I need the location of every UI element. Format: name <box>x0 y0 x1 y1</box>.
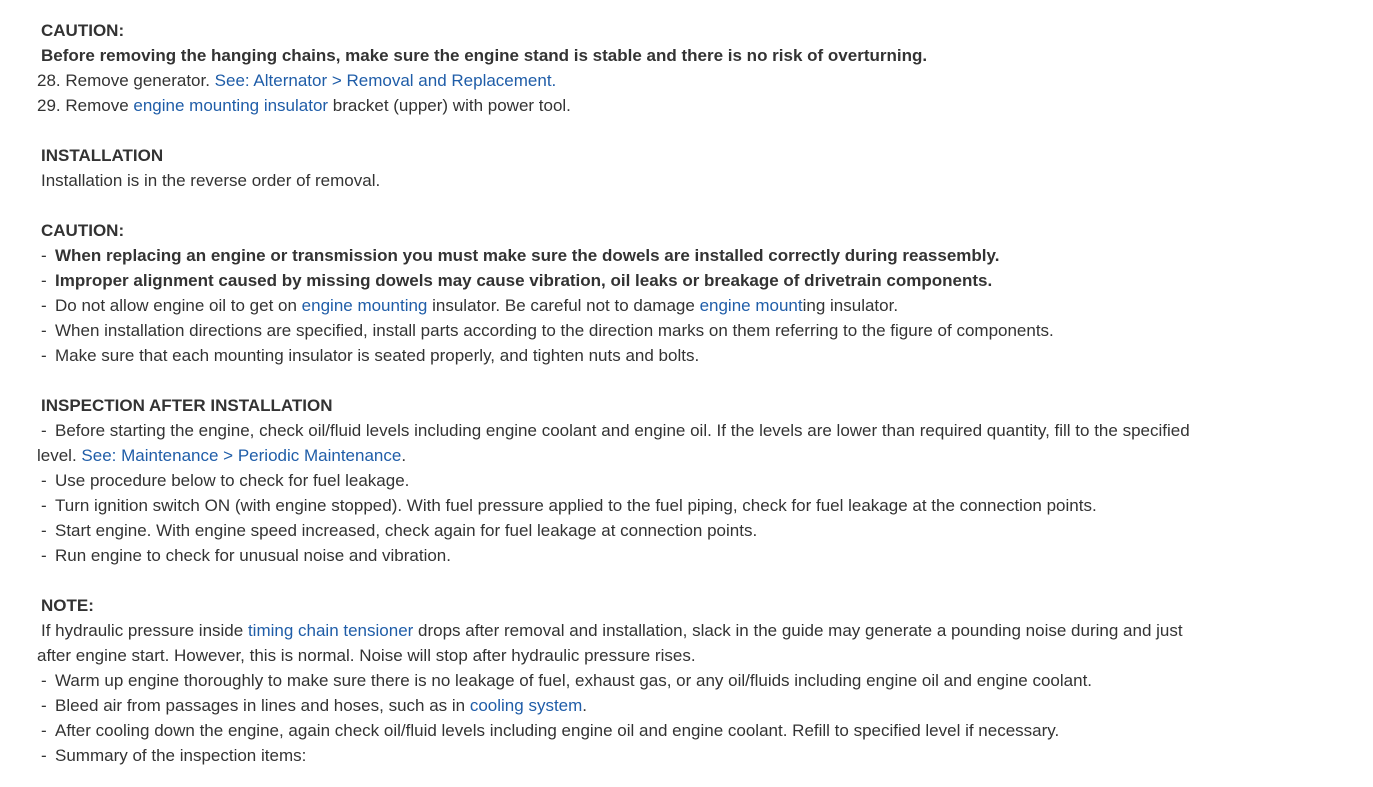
caution-item-text: Do not allow engine oil to get on <box>55 296 302 315</box>
inspection-item-text: . <box>401 446 407 465</box>
alternator-removal-link[interactable]: See: Alternator > Removal and Replacement. <box>214 71 557 90</box>
note-item <box>37 718 1267 743</box>
caution-item <box>37 268 1267 293</box>
engine-mounting-insulator-link[interactable]: engine mounting insulator <box>133 96 329 115</box>
dash-mark: - <box>41 696 47 715</box>
periodic-maintenance-link[interactable]: See: Maintenance > Periodic Maintenance <box>81 446 402 465</box>
step-28-text: 28. Remove generator. <box>37 71 215 90</box>
inspection-item-text: Turn ignition switch ON (with engine stopped). With fuel pressure applied to the fuel piping, check for fuel leakage at the connection points. <box>55 496 1097 515</box>
dash-mark: - <box>41 296 47 315</box>
spacer <box>37 193 1267 218</box>
inspection-item <box>37 543 1267 568</box>
caution-text: Before removing the hanging chains, make sure the engine stand is stable and there is no risk of overturning. <box>41 46 928 65</box>
inspection-item <box>37 418 1267 443</box>
step-29-suffix: bracket (upper) with power tool. <box>328 96 571 115</box>
note-item <box>37 668 1267 693</box>
note-text-continued: after engine start. However, this is normal. Noise will stop after hydraulic pressure rises. <box>37 646 696 665</box>
caution-item-text: ing insulator. <box>802 296 899 315</box>
note-item-text: . <box>582 696 588 715</box>
step-28 <box>37 68 1267 93</box>
caution-item-text: Make sure that each mounting insulator is seated properly, and tighten nuts and bolts. <box>55 346 700 365</box>
caution-item-text: insulator. Be careful not to damage <box>427 296 700 315</box>
inspection-item <box>37 518 1267 543</box>
engine-mount-link[interactable]: engine mount <box>699 296 803 315</box>
cooling-system-link[interactable]: cooling system <box>469 696 583 715</box>
spacer <box>37 118 1267 143</box>
note-heading: NOTE: <box>41 596 94 615</box>
caution-item-text: When replacing an engine or transmission you must make sure the dowels are installed correctly during reassembly. <box>55 246 1000 265</box>
spacer <box>37 368 1267 393</box>
note-item <box>37 743 1267 768</box>
dash-mark: - <box>41 546 47 565</box>
dash-mark: - <box>41 246 47 265</box>
step-29 <box>37 93 1267 118</box>
caution-item <box>37 243 1267 268</box>
dash-mark: - <box>41 271 47 290</box>
caution-item <box>37 318 1267 343</box>
dash-mark: - <box>41 746 47 765</box>
inspection-item-text: level. <box>37 446 82 465</box>
caution-item <box>37 293 1267 318</box>
caution-heading: CAUTION: <box>41 21 125 40</box>
dash-mark: - <box>41 421 47 440</box>
note-text-part: drops after removal and installation, slack in the guide may generate a pounding noise during and just <box>413 621 1183 640</box>
dash-mark: - <box>41 346 47 365</box>
inspection-item <box>37 493 1267 518</box>
step-29-text: 29. Remove <box>37 96 134 115</box>
inspection-item-continued <box>37 443 1267 468</box>
note-item-text: Bleed air from passages in lines and hoses, such as in <box>55 696 470 715</box>
inspection-item-text: Start engine. With engine speed increased, check again for fuel leakage at connection points. <box>55 521 758 540</box>
note-item-text: After cooling down the engine, again check oil/fluid levels including engine oil and engine coolant. Refill to specified level if necessary. <box>55 721 1060 740</box>
inspection-item-text: Before starting the engine, check oil/fluid levels including engine coolant and engine oil. If the levels are lower than required quantity, fill to the specified <box>55 421 1190 440</box>
caution-item-text: Improper alignment caused by missing dowels may cause vibration, oil leaks or breakage of drivetrain components. <box>55 271 993 290</box>
note-text-part: If hydraulic pressure inside <box>41 621 248 640</box>
caution-item-text: When installation directions are specified, install parts according to the direction marks on them referring to the figure of components. <box>55 321 1054 340</box>
installation-text: Installation is in the reverse order of removal. <box>41 171 381 190</box>
installation-heading: INSTALLATION <box>41 146 164 165</box>
inspection-heading: INSPECTION AFTER INSTALLATION <box>41 396 333 415</box>
dash-mark: - <box>41 721 47 740</box>
dash-mark: - <box>41 321 47 340</box>
inspection-item-text: Use procedure below to check for fuel leakage. <box>55 471 410 490</box>
caution-heading-2: CAUTION: <box>41 221 125 240</box>
note-item <box>37 693 1267 718</box>
dash-mark: - <box>41 496 47 515</box>
dash-mark: - <box>41 471 47 490</box>
dash-mark: - <box>41 671 47 690</box>
note-item-text: Summary of the inspection items: <box>55 746 307 765</box>
dash-mark: - <box>41 521 47 540</box>
inspection-item <box>37 468 1267 493</box>
note-text <box>37 618 1267 643</box>
spacer <box>37 568 1267 593</box>
caution-item <box>37 343 1267 368</box>
timing-chain-tensioner-link[interactable]: timing chain tensioner <box>247 621 414 640</box>
inspection-item-text: Run engine to check for unusual noise and vibration. <box>55 546 451 565</box>
engine-mounting-link[interactable]: engine mounting <box>301 296 428 315</box>
note-item-text: Warm up engine thoroughly to make sure there is no leakage of fuel, exhaust gas, or any oil/fluids including engine oil and engine coolant. <box>55 671 1093 690</box>
